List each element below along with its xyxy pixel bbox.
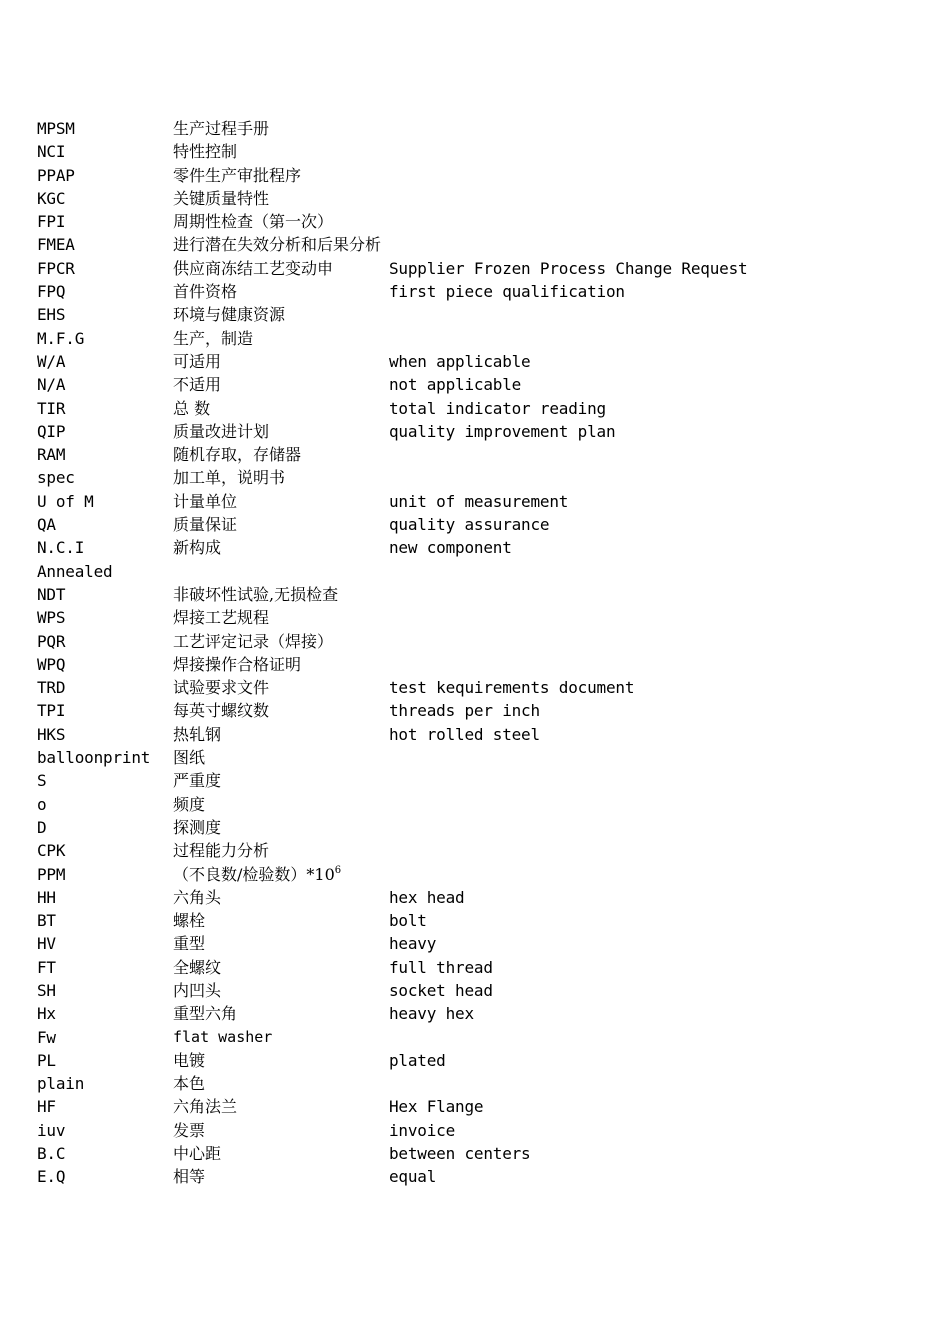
table-row [37,1142,897,1165]
english-term-cell [389,793,897,816]
chinese-term-text: 螺栓 [173,911,206,931]
abbreviation-cell: FPI [37,212,66,232]
chinese-term-text: 质量保证 [173,515,238,535]
chinese-term-text: 关键质量特性 [173,188,270,208]
english-term-cell [389,443,897,466]
abbreviation-cell: KGC [37,188,66,208]
table-row [37,839,897,862]
english-term-cell: heavy hex [389,1004,474,1024]
table-row [37,233,897,256]
english-term-cell [389,630,897,653]
chinese-term-text: 零件生产审批程序 [173,165,302,185]
english-term-cell [389,769,897,792]
chinese-term-cell [173,699,389,722]
abbreviation-cell: SH [37,980,56,1000]
abbreviation-cell: B.C [37,1144,66,1164]
chinese-term-cell [173,466,389,489]
table-row [37,723,897,746]
chinese-term-cell [173,723,389,746]
chinese-term-cell [173,583,389,606]
chinese-term-cell [173,1119,389,1142]
chinese-term-cell [173,233,389,256]
chinese-term-cell [173,164,389,187]
english-term-cell: plated [389,1050,446,1070]
abbreviation-cell: S [37,771,47,791]
english-term-cell: test kequirements document [389,678,635,698]
abbreviation-cell: PQR [37,631,66,651]
chinese-term-text: 焊接工艺规程 [173,608,270,628]
chinese-term-text: 本色 [173,1074,206,1094]
abbreviation-cell: HKS [37,724,66,744]
chinese-term-text: 供应商冻结工艺变动申 [173,258,334,278]
table-row [37,280,897,303]
abbreviation-cell: FT [37,957,56,977]
english-term-cell [389,606,897,629]
chinese-term-cell [173,140,389,163]
table-row [37,863,897,886]
abbreviation-cell: PPM [37,864,66,884]
chinese-term-cell [173,536,389,559]
table-row [37,490,897,513]
chinese-term-text: 全螺纹 [173,957,222,977]
chinese-term-cell [173,1072,389,1095]
abbreviation-cell: Fw [37,1027,56,1047]
chinese-term-cell [173,560,389,583]
abbreviation-cell: spec [37,468,75,488]
chinese-term-cell [173,1049,389,1072]
chinese-term-text: 环境与健康资源 [173,305,286,325]
english-term-cell: when applicable [389,351,531,371]
english-term-cell: socket head [389,980,493,1000]
english-term-cell [389,746,897,769]
chinese-term-text: 进行潜在失效分析和后果分析 [173,235,382,255]
table-row [37,327,897,350]
english-term-cell [389,117,897,140]
abbreviation-cell: FPQ [37,282,66,302]
table-row [37,816,897,839]
chinese-term-text: 加工单，说明书 [173,468,286,488]
abbreviation-cell: N/A [37,375,66,395]
abbreviation-table-body [37,117,897,1189]
chinese-term-cell [173,956,389,979]
chinese-term-cell [173,932,389,955]
table-row [37,117,897,140]
chinese-term-cell [173,676,389,699]
chinese-term-cell [173,863,389,886]
chinese-term-text: 焊接操作合格证明 [173,654,302,674]
table-row [37,932,897,955]
table-row [37,1165,897,1188]
table-row [37,1026,897,1049]
chinese-term-text: 六角头 [173,887,222,907]
chinese-term-cell [173,327,389,350]
abbreviation-cell: E.Q [37,1167,66,1187]
table-row [37,676,897,699]
abbreviation-cell: FPCR [37,258,75,278]
chinese-term-cell [173,117,389,140]
table-row [37,1049,897,1072]
chinese-term-text: 特性控制 [173,142,238,162]
abbreviation-cell: MPSM [37,119,75,138]
table-row [37,1002,897,1025]
table-row [37,187,897,210]
english-term-cell: total indicator reading [389,398,606,418]
english-term-cell [389,583,897,606]
english-term-cell [389,816,897,839]
document-page [37,117,917,1189]
chinese-term-text: 新构成 [173,538,222,558]
chinese-term-cell [173,839,389,862]
table-row [37,373,897,396]
chinese-term-text: 频度 [173,794,206,814]
chinese-term-text: 内凹头 [173,980,222,1000]
abbreviation-cell: PPAP [37,165,75,185]
english-term-cell [389,839,897,862]
chinese-term-cell [173,979,389,1002]
english-term-cell: between centers [389,1144,531,1164]
chinese-term-text: 过程能力分析 [173,841,270,861]
english-term-cell: hot rolled steel [389,724,540,744]
chinese-term-cell [173,187,389,210]
chinese-term-cell [173,490,389,513]
chinese-term-cell [173,746,389,769]
chinese-term-cell [173,606,389,629]
table-row [37,513,897,536]
abbreviation-cell: QA [37,515,56,535]
abbreviation-cell: TIR [37,398,66,418]
english-term-cell [389,303,897,326]
chinese-term-text: 生产过程手册 [173,119,270,138]
chinese-term-cell [173,1002,389,1025]
table-row [37,350,897,373]
abbreviation-cell: plain [37,1074,85,1094]
table-row [37,140,897,163]
english-term-cell: new component [389,538,512,558]
english-term-cell [389,233,897,256]
chinese-term-text: flat washer [173,1027,273,1046]
abbreviation-cell: M.F.G [37,328,85,348]
chinese-term-text: 生产，制造 [173,328,254,348]
chinese-term-cell [173,816,389,839]
table-row [37,257,897,280]
english-term-cell: Hex Flange [389,1097,484,1117]
chinese-term-cell [173,1026,389,1049]
table-row [37,1095,897,1118]
english-term-cell: equal [389,1167,437,1187]
abbreviation-cell: Annealed [37,561,113,581]
table-row [37,630,897,653]
chinese-term-cell [173,769,389,792]
chinese-term-text: 严重度 [173,771,222,791]
chinese-term-cell [173,420,389,443]
chinese-term-cell [173,350,389,373]
chinese-term-text: 发票 [173,1120,206,1140]
abbreviation-cell: BT [37,911,56,931]
english-term-cell [389,1072,897,1095]
table-row [37,420,897,443]
table-row [37,303,897,326]
chinese-term-text: 重型 [173,934,206,954]
table-row [37,979,897,1002]
chinese-term-text: 首件资格 [173,282,238,302]
chinese-term-text: 周期性检查（第一次） [173,212,334,232]
english-term-cell: invoice [389,1120,456,1140]
exponent-superscript: 6 [334,864,342,876]
table-row [37,536,897,559]
chinese-term-text: 总 数 [173,398,211,418]
chinese-term-text: 热轧钢 [173,724,222,744]
abbreviation-cell: W/A [37,351,66,371]
abbreviation-cell: QIP [37,421,66,441]
chinese-term-text: 图纸 [173,748,206,768]
chinese-term-cell [173,1142,389,1165]
english-term-cell [389,466,897,489]
chinese-term-cell [173,793,389,816]
abbreviation-table [37,117,897,1189]
english-term-cell: full thread [389,957,493,977]
english-term-cell: bolt [389,911,427,931]
chinese-term-text: 随机存取，存储器 [173,445,302,465]
abbreviation-cell: iuv [37,1120,66,1140]
english-term-cell [389,653,897,676]
table-row [37,699,897,722]
chinese-term-cell [173,886,389,909]
chinese-term-cell [173,909,389,932]
english-term-cell: quality assurance [389,515,550,535]
table-row [37,583,897,606]
english-term-cell: heavy [389,934,437,954]
english-term-cell [389,560,897,583]
table-row [37,769,897,792]
table-row [37,746,897,769]
chinese-term-text: 质量改进计划 [173,421,270,441]
chinese-term-text: （不良数/检验数）*10 [173,864,335,884]
abbreviation-cell: CPK [37,841,66,861]
table-row [37,909,897,932]
abbreviation-cell: WPS [37,608,66,628]
abbreviation-cell: NDT [37,584,66,604]
chinese-term-text: 非破坏性试验,无损检查 [173,584,339,604]
abbreviation-cell: N.C.I [37,538,85,558]
table-row [37,466,897,489]
chinese-term-cell [173,397,389,420]
table-row [37,560,897,583]
table-row [37,956,897,979]
abbreviation-cell: U of M [37,491,94,511]
chinese-term-text: 中心距 [173,1144,222,1164]
english-term-cell [389,164,897,187]
chinese-term-cell [173,443,389,466]
abbreviation-cell: HH [37,887,56,907]
abbreviation-cell: Hx [37,1004,56,1024]
abbreviation-cell: PL [37,1050,56,1070]
chinese-term-cell [173,257,389,280]
abbreviation-cell: HV [37,934,56,954]
abbreviation-cell: TRD [37,678,66,698]
chinese-term-text: 计量单位 [173,491,238,511]
chinese-term-text: 不适用 [173,375,222,395]
chinese-term-text: 可适用 [173,351,222,371]
chinese-term-cell [173,373,389,396]
english-term-cell [389,327,897,350]
table-row [37,210,897,233]
english-term-cell [389,140,897,163]
chinese-term-cell [173,303,389,326]
table-row [37,397,897,420]
abbreviation-cell: D [37,817,47,837]
chinese-term-text: 六角法兰 [173,1097,238,1117]
table-row [37,443,897,466]
abbreviation-cell: TPI [37,701,66,721]
table-row [37,606,897,629]
abbreviation-cell: balloonprint [37,748,151,768]
english-term-cell: unit of measurement [389,491,569,511]
abbreviation-cell: EHS [37,305,66,325]
chinese-term-text: 重型六角 [173,1004,238,1024]
english-term-cell: quality improvement plan [389,421,616,441]
table-row [37,1119,897,1142]
english-term-cell: hex head [389,887,465,907]
english-term-cell [389,863,897,886]
table-row [37,886,897,909]
english-term-cell: threads per inch [389,701,540,721]
abbreviation-cell: HF [37,1097,56,1117]
chinese-term-text: 每英寸螺纹数 [173,701,270,721]
chinese-term-text: 试验要求文件 [173,678,270,698]
chinese-term-cell [173,630,389,653]
chinese-term-cell [173,210,389,233]
english-term-cell: not applicable [389,375,522,395]
chinese-term-cell [173,653,389,676]
english-term-cell [389,210,897,233]
abbreviation-cell: FMEA [37,235,75,255]
chinese-term-cell [173,513,389,536]
chinese-term-cell [173,280,389,303]
english-term-cell: Supplier Frozen Process Change Request [389,258,748,278]
chinese-term-cell [173,1165,389,1188]
chinese-term-text: 电镀 [173,1050,206,1070]
table-row [37,653,897,676]
chinese-term-text: 相等 [173,1167,206,1187]
abbreviation-cell: RAM [37,445,66,465]
table-row [37,1072,897,1095]
table-row [37,164,897,187]
english-term-cell: first piece qualification [389,282,625,302]
chinese-term-cell [173,1095,389,1118]
abbreviation-cell: o [37,794,47,814]
abbreviation-cell: WPQ [37,654,66,674]
english-term-cell [389,1026,897,1049]
table-row [37,793,897,816]
chinese-term-text: 工艺评定记录（焊接） [173,631,334,651]
english-term-cell [389,187,897,210]
chinese-term-text: 探测度 [173,817,222,837]
abbreviation-cell: NCI [37,142,66,162]
